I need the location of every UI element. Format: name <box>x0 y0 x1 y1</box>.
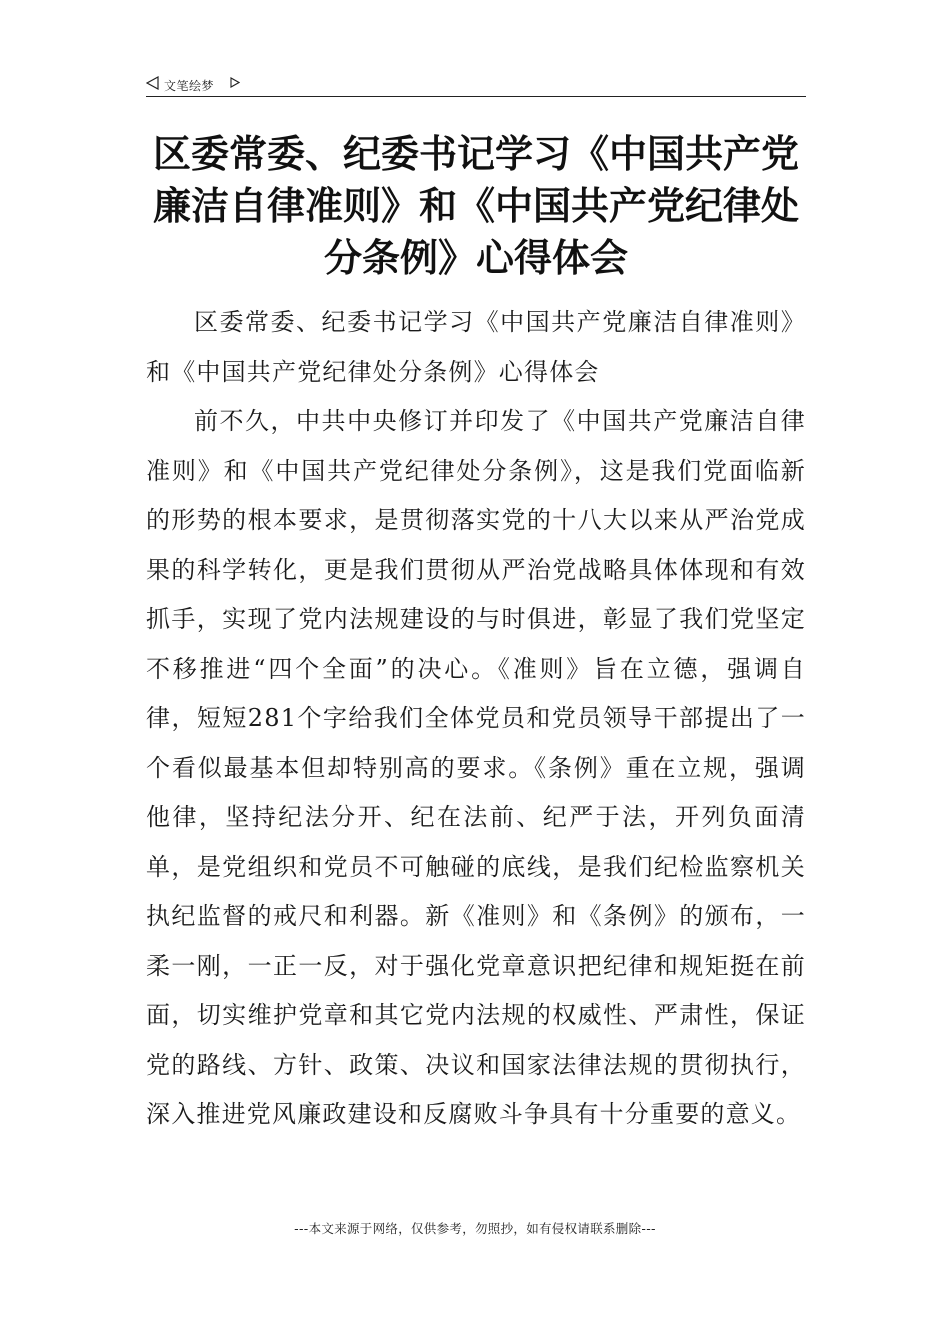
triangle-right-outline-icon <box>230 77 240 88</box>
page-footer: ---本文来源于网络，仅供参考，勿照抄，如有侵权请联系删除--- <box>294 1221 656 1236</box>
triangle-left-outline-icon <box>146 76 160 90</box>
paragraph-2: 前不久，中共中央修订并印发了《中国共产党廉洁自律准则》和《中国共产党纪律处分条例》，这是我们党面临新的形势的根本要求，是贯彻落实党的十八大以来从严治党成果的科学转化，更是我们贯彻从严治党战略具体体现和有效抓手，实现了党内法规建设的与时俱进，彰显了我们党坚定不移推进“四个全面”的决心。《准则》旨在立德，强调自律，短短281个字给我们全体党员和党员领导干部提出了一个看似最基本但却特别高的要求。《条例》重在立规，强调他律，坚持纪法分开、纪在法前、纪严于法，开列负面清单，是党组织和党员不可触碰的底线，是我们纪检监察机关执纪监督的戒尺和利器。新《准则》和《条例》的颁布，一柔一刚，一正一反，对于强化党章意识把纪律和规矩挺在前面，切实维护党章和其它党内法规的权威性、严肃性，保证党的路线、方针、政策、决议和国家法律法规的贯彻执行，深入推进党风廉政建设和反腐败斗争具有十分重要的意义。 <box>146 407 806 1128</box>
page-header <box>146 74 806 97</box>
header-label: 文笔绘梦 <box>164 79 215 93</box>
document-title: 区委常委、纪委书记学习《中国共产党廉洁自律准则》和《中国共产党纪律处分条例》心得体会 <box>152 132 799 280</box>
paragraph-1: 区委常委、纪委书记学习《中国共产党廉洁自律准则》和《中国共产党纪律处分条例》心得体会 <box>146 308 806 386</box>
document-body <box>146 298 806 1140</box>
